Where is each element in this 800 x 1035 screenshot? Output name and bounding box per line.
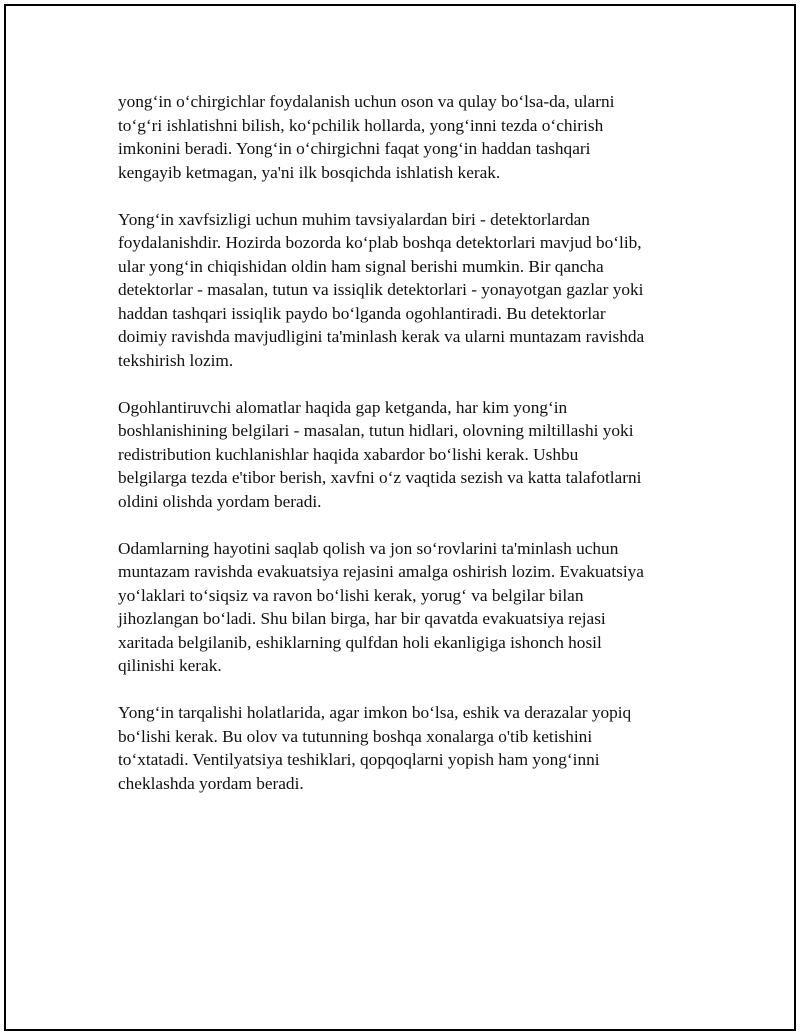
text-line: oldini olishda yordam beradi. (118, 491, 322, 511)
text-line: haddan tashqari issiqlik paydo bo‘lganda ogohlantiradi. Bu detektorlar (118, 303, 606, 323)
paragraph-2 (118, 208, 683, 373)
text-line: kengayib ketmagan, ya'ni ilk bosqichda ishlatish kerak. (118, 162, 501, 182)
text-line: to‘xtatadi. Ventilyatsiya teshiklari, qopqoqlarni yopish ham yong‘inni (118, 750, 600, 769)
paragraph-5 (118, 701, 683, 795)
text-line: foydalanishdir. Hozirda bozorda ko‘plab boshqa detektorlari mavjud bo‘lib, (118, 233, 642, 252)
text-line: ular yong‘in chiqishidan oldin ham signal berishi mumkin. Bir qancha (118, 256, 604, 276)
text-line: imkonini beradi. Yong‘in o‘chirgichni faqat yong‘in haddan tashqari (118, 139, 591, 158)
text-line: bo‘lishi kerak. Bu olov va tutunning boshqa xonalarga o'tib ketishini (118, 726, 593, 746)
document-body (118, 90, 683, 819)
text-line: Yong‘in xavfsizligi uchun muhim tavsiyalardan biri - detektorlardan (118, 209, 590, 229)
text-line: doimiy ravishda mavjudligini ta'minlash kerak va ularni muntazam ravishda (118, 327, 645, 346)
text-line: redistribution kuchlanishlar haqida xabardor bo‘lishi kerak. Ushbu (118, 444, 579, 464)
paragraph-3 (118, 396, 683, 514)
paragraph-4 (118, 537, 683, 678)
text-line: to‘g‘ri ishlatishni bilish, ko‘pchilik hollarda, yong‘inni tezda o‘chirish (118, 115, 604, 135)
text-line: xaritada belgilanib, eshiklarning qulfdan holi ekanligiga ishonch hosil (118, 632, 602, 652)
text-line: detektorlar - masalan, tutun va issiqlik detektorlari - yonayotgan gazlar yoki (118, 280, 644, 299)
text-line: cheklashda yordam beradi. (118, 773, 304, 793)
text-line: muntazam ravishda evakuatsiya rejasini amalga oshirish lozim. Evakuatsiya (118, 562, 644, 581)
text-line: jihozlangan bo‘ladi. Shu bilan birga, har bir qavatda evakuatsiya rejasi (118, 609, 606, 628)
text-line: Odamlarning hayotini saqlab qolish va jon so‘rovlarini ta'minlash uchun (118, 538, 619, 558)
paragraph-1 (118, 90, 683, 184)
text-line: yong‘in o‘chirgichlar foydalanish uchun oson va qulay bo‘lsa-da, ularni (118, 92, 615, 111)
text-line: yo‘laklari to‘siqsiz va ravon bo‘lishi kerak, yorug‘ va belgilar bilan (118, 585, 584, 605)
text-line: belgilarga tezda e'tibor berish, xavfni o‘z vaqtida sezish va katta talafotlarni (118, 468, 642, 487)
text-line: tekshirish lozim. (118, 350, 234, 370)
text-line: Yong‘in tarqalishi holatlarida, agar imkon bo‘lsa, eshik va derazalar yopiq (118, 703, 632, 722)
text-line: qilinishi kerak. (118, 656, 222, 675)
text-line: Ogohlantiruvchi alomatlar haqida gap ketganda, har kim yong‘in (118, 397, 568, 417)
text-line: boshlanishining belgilari - masalan, tutun hidlari, olovning miltillashi yoki (118, 421, 634, 440)
